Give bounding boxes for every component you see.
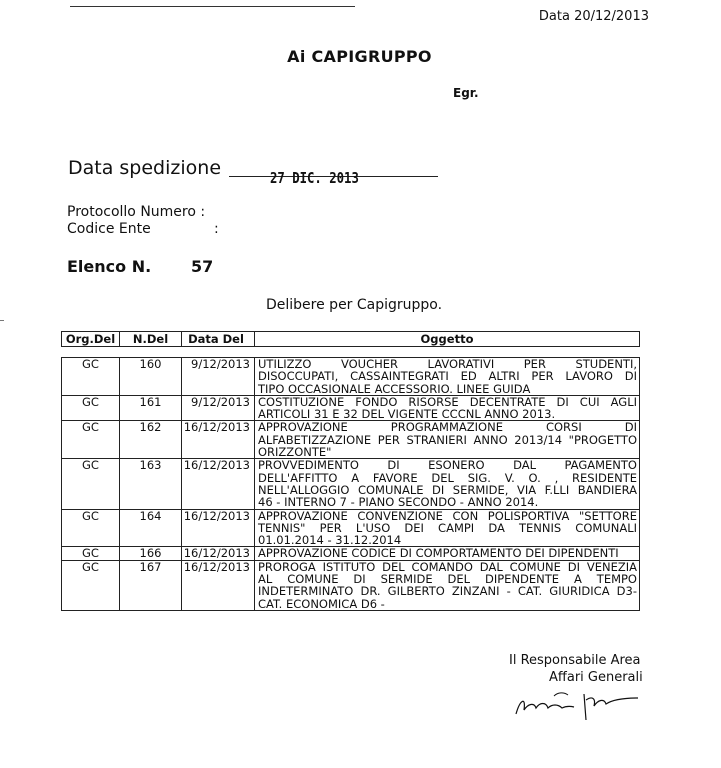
cell-num: 166 [120,547,182,560]
cell-num: 164 [120,509,182,547]
codice-ente-label: Codice Ente [67,221,151,237]
spedizione-label: Data spedizione [68,157,222,179]
elenco-number: 57 [191,257,214,276]
salutation: Egr. [453,86,479,100]
oggetto-line: APPROVAZIONE CONVENZIONE CON POLISPORTIVA "SETTORE [258,508,637,523]
oggetto-line: ORIZZONTE" [258,445,332,460]
margin-mark [0,320,4,321]
cell-date: 16/12/2013 [182,547,255,560]
oggetto-line: UTILIZZO VOUCHER LAVORATIVI PER STUDENTI, [258,357,637,371]
oggetto-line: AL COMUNE DI SERMIDE DEL DIPENDENTE A TEMPO [258,572,637,587]
table-row [62,509,640,547]
table-row [62,395,640,421]
cell-date: 16/12/2013 [182,421,255,459]
cell-org: GC [62,459,120,509]
cell-num: 162 [120,421,182,459]
oggetto-line: INDETERMINATO DR. GILBERTO ZINZANI - CAT. GIURIDICA D3- [258,584,637,599]
oggetto-line: TIPO OCCASIONALE ACCESSORIO. LINEE GUIDA [258,381,531,396]
oggetto-line: 01.01.2014 - 31.12.2014 [258,533,402,548]
title-text: Ai CAPIGRUPPO [287,47,432,66]
cell-org: GC [62,395,120,421]
top-rule [70,6,355,7]
oggetto-line: 46 - INTERNO 7 - PIANO SECONDO - ANNO 2014. [258,495,539,510]
oggetto-line: TENNIS" PER L'USO DEI CAMPI DA TENNIS COMUNALI [258,520,637,535]
table-header [61,331,640,347]
cell-oggetto [255,358,640,396]
cell-num: 167 [120,560,182,610]
cell-oggetto [255,421,640,459]
cell-oggetto [255,459,640,509]
oggetto-line: PROVVEDIMENTO DI ESONERO DAL PAGAMENTO [258,458,637,473]
oggetto-line: APPROVAZIONE CODICE DI COMPORTAMENTO DEI DIPENDENTI [258,546,619,561]
cell-date: 9/12/2013 [182,395,255,421]
date-stamp: 27 DIC. 2013 [270,169,359,187]
cell-date: 16/12/2013 [182,459,255,509]
header-org: Org.Del [62,332,120,347]
cell-org: GC [62,509,120,547]
oggetto-line: COSTITUZIONE FONDO RISORSE DECENTRATE DI CUI AGLI [258,394,637,409]
oggetto-line: DELL'AFFITTO A FAVORE DEL SIG. V. O. , RESIDENTE [258,470,637,485]
cell-oggetto [255,509,640,547]
oggetto-line: ALFABETIZZAZIONE PER STRANIERI ANNO 2013/14 "PROGETTO [258,432,637,447]
oggetto-line: DISOCCUPATI, CASSAINTEGRATI ED ALTRI PER LAVORO DI [258,369,637,384]
protocollo-label: Protocollo Numero : [67,204,206,220]
cell-org: GC [62,547,120,560]
oggetto-line: NELL'ALLOGGIO COMUNALE DI SERMIDE, VIA F.LLI BANDIERA [258,482,637,497]
table-subtitle: Delibere per Capigruppo. [266,297,443,313]
table-row [62,547,640,560]
cell-org: GC [62,421,120,459]
header-oggetto: Oggetto [255,332,640,347]
table-row [62,560,640,610]
oggetto-line: CAT. ECONOMICA D6 - [258,596,385,611]
oggetto-line: ARTICOLI 31 E 32 DEL VIGENTE CCCNL ANNO 2013. [258,407,556,422]
cell-oggetto [255,560,640,610]
cell-oggetto [255,547,640,560]
cell-date: 16/12/2013 [182,560,255,610]
signatory-role: Il Responsabile Area [509,653,641,668]
elenco-label: Elenco N. [67,257,152,276]
delibere-table [61,357,640,611]
cell-org: GC [62,358,120,396]
oggetto-line: APPROVAZIONE PROGRAMMAZIONE CORSI DI [258,420,637,435]
cell-num: 163 [120,459,182,509]
signatory-area: Affari Generali [549,670,643,685]
header-num: N.Del [120,332,182,347]
handwritten-signature [512,686,642,722]
cell-date: 16/12/2013 [182,509,255,547]
table-row [62,421,640,459]
cell-num: 160 [120,358,182,396]
codice-ente-colon: : [214,221,219,237]
header-date: Data Del [182,332,255,347]
cell-date: 9/12/2013 [182,358,255,396]
cell-num: 161 [120,395,182,421]
cell-oggetto [255,395,640,421]
table-row [62,358,640,396]
document-date: Data 20/12/2013 [538,9,649,24]
oggetto-line: PROROGA ISTITUTO DEL COMANDO DAL COMUNE DI VENEZIA [258,559,637,574]
document-title [0,47,721,66]
cell-org: GC [62,560,120,610]
table-row [62,459,640,509]
